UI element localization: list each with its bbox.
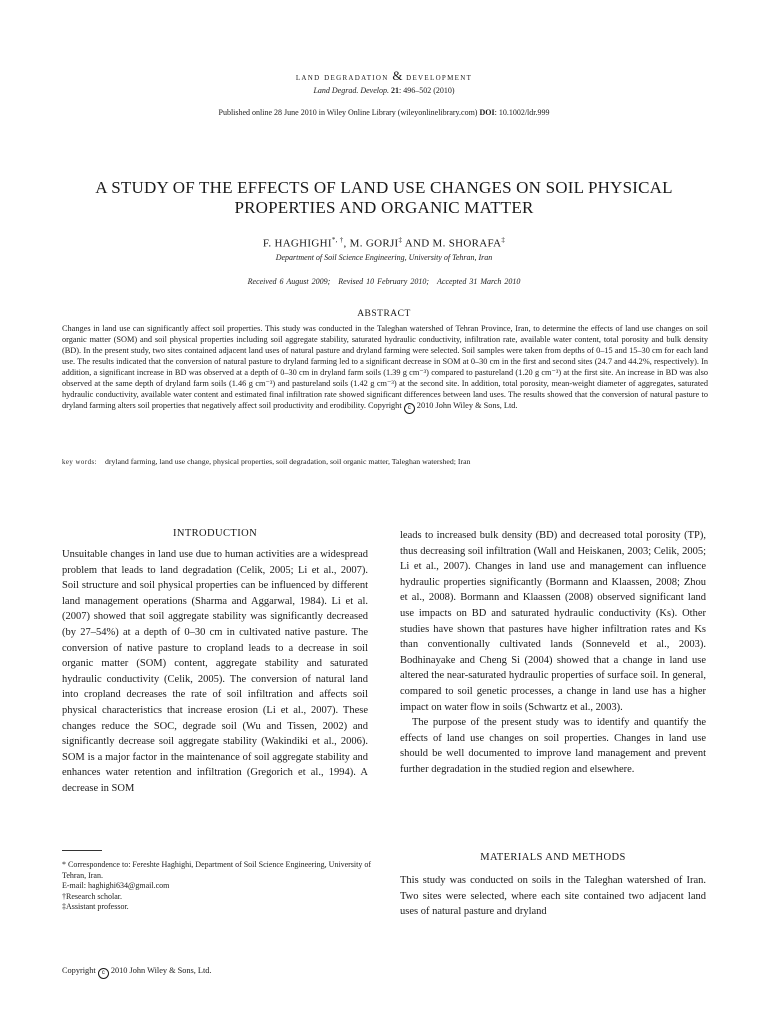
abstract-text: Changes in land use can significantly affect soil properties. This study was conducted in the Taleghan watershed of Tehran Province, Iran, to determine the effects of land use changes on soil organic matter (SOM) and soil physical properties including soil aggregate stability, saturated hydraulic conductivity, infiltration rate, available water content, total porosity and bulk density (BD). In the present study, two sites contained adjacent land uses of natural pasture and dryland farming were selected. Soil samples were taken from depths of 0–15 and 15–30 cm for each land use. The results indicated that the conversion of natural pasture to dryland farming led to a significant decrease in SOM at 0–30 cm in the first and second sites (24.7 and 44.2%, respectively). In addition, a significant increase in BD was observed at a depth of 0–30 cm in dryland farm soils (1.39 g cm⁻³) compared to pastureland (1.20 g cm⁻³) at the first site. An increase in BD was also observed at the same depth of dryland farm soils (1.46 g cm⁻³) and pastureland soils (1.42 g cm⁻³) at the second site. In addition, total porosity, mean-weight diameter of aggregates, saturated hydraulic conductivity, available water content and estimated final infiltration rate showed significant differences between land uses. The results showed that the conversion of natural pasture to dryland farming alters soil properties that negatively affect soil productivity and erodibility. Copyright c 2010 John Wiley & Sons, Ltd.	[62, 323, 708, 414]
introduction-left-column	[62, 547, 368, 797]
methods-column	[400, 873, 706, 920]
journal-citation: Land Degrad. Develop. 21: 496–502 (2010)	[313, 86, 455, 95]
copyright-icon: c	[98, 968, 109, 979]
intro-paragraph: Unsuitable changes in land use due to human activities are a widespread problem that leads to land degradation (Celik, 2005; Li et al., 2007). Soil structure and soil physical properties can be influenced by different land management operations (Sharma and Aggarwal, 1984). Li et al. (2007) showed that soil aggregate stability was significantly decreased (by 27–54%) at a depth of 0–30 cm in cultivated native pasture. The conversion of native pasture to cropland leads to a decrease in soil organic matter (SOM) content, aggregate stability and saturated hydraulic conductivity (Celik, 2005). The conversion of natural land into cropland decreases the rate of soil infiltration and affects soil physical characteristics that increase erosion (Li et al., 2007). These changes reduce the SOC, degrade soil (Wu and Tissen, 2002) and significantly decrease soil aggregate stability (Wakindiki et al., 2006). SOM is a major factor in the maintenance of soil aggregate stability and enhances water retention and infiltration (Gregorich et al., 1994). A decrease in SOM	[62, 549, 368, 794]
assistant-professor-note: ‡Assistant professor.	[62, 902, 129, 911]
journal-name: land degradation & development	[295, 68, 473, 83]
correspondence-note: * Correspondence to: Fereshte Haghighi, Department of Soil Science Engineering, University of Tehran, Iran.	[62, 860, 372, 880]
affiliation: Department of Soil Science Engineering, University of Tehran, Iran	[275, 253, 493, 262]
email-note: E-mail: haghighi634@gmail.com	[62, 881, 170, 890]
research-scholar-note: †Research scholar.	[62, 891, 122, 901]
intro-purpose-paragraph: The purpose of the present study was to identify and quantify the effects of land use changes on soil properties. Changes in land use should be well documented to improve land management and prevent further degradation in the studied region and elsewhere.	[400, 717, 706, 775]
doi-value: : 10.1002/ldr.999	[494, 108, 550, 117]
intro-paragraph-continued: leads to increased bulk density (BD) and decreased total porosity (TP), thus decreasing soil infiltration (Wall and Heiskanen, 2003; Celik, 2005; Li et al., 2007). Changes in land use and management can influence hydraulic properties significantly (Bormann and Klaassen, 2008; Zhou et al., 2008). Bormann and Klaassen (2008) observed significant land use impacts on BD and saturated hydraulic conductivity (Ks). Other studies have shown that pastures have higher infiltration rates and Ks than conventionally cultivated lands (Sonneveld et al., 2003). Bodhinayake and Cheng Si (2004) showed that a change in land use altered the near-saturated hydraulic properties of surface soil. In general, compared to soil genetic processes, a change in land use has a higher impact on water flow in soils (Schwartz et al., 2003).	[400, 530, 706, 713]
author-list: F. HAGHIGHI*, †, M. GORJI‡ AND M. SHORAFA‡	[262, 236, 506, 250]
copyright-icon: c	[404, 403, 415, 414]
introduction-right-column	[400, 528, 706, 778]
abstract-heading: ABSTRACT	[357, 309, 411, 319]
article-title: A STUDY OF THE EFFECTS OF LAND USE CHANGES ON SOIL PHYSICAL PROPERTIES AND ORGANIC MATTER	[95, 178, 673, 217]
introduction-heading: INTRODUCTION	[172, 528, 258, 539]
keywords: key words: dryland farming, land use change, physical properties, soil degradation, soil organic matter, Taleghan watershed; Iran	[62, 457, 471, 466]
publication-info: Published online 28 June 2010 in Wiley Online Library (wileyonlinelibrary.com) DOI: 10.1002/ldr.999	[218, 108, 550, 117]
page-copyright: Copyright c 2010 John Wiley & Sons, Ltd.	[62, 966, 212, 979]
footnotes	[62, 860, 372, 913]
methods-heading: MATERIALS AND METHODS	[480, 852, 626, 863]
methods-paragraph: This study was conducted on soils in the Taleghan watershed of Iran. Two sites were selected, where each site contained two adjacent land uses of natural pasture and dryland	[400, 875, 706, 918]
article-dates: Received 6 August 2009; Revised 10 February 2010; Accepted 31 March 2010	[247, 277, 521, 286]
doi-label: DOI	[479, 108, 495, 117]
footnote-divider	[62, 850, 102, 851]
keywords-label: key words:	[62, 459, 98, 466]
